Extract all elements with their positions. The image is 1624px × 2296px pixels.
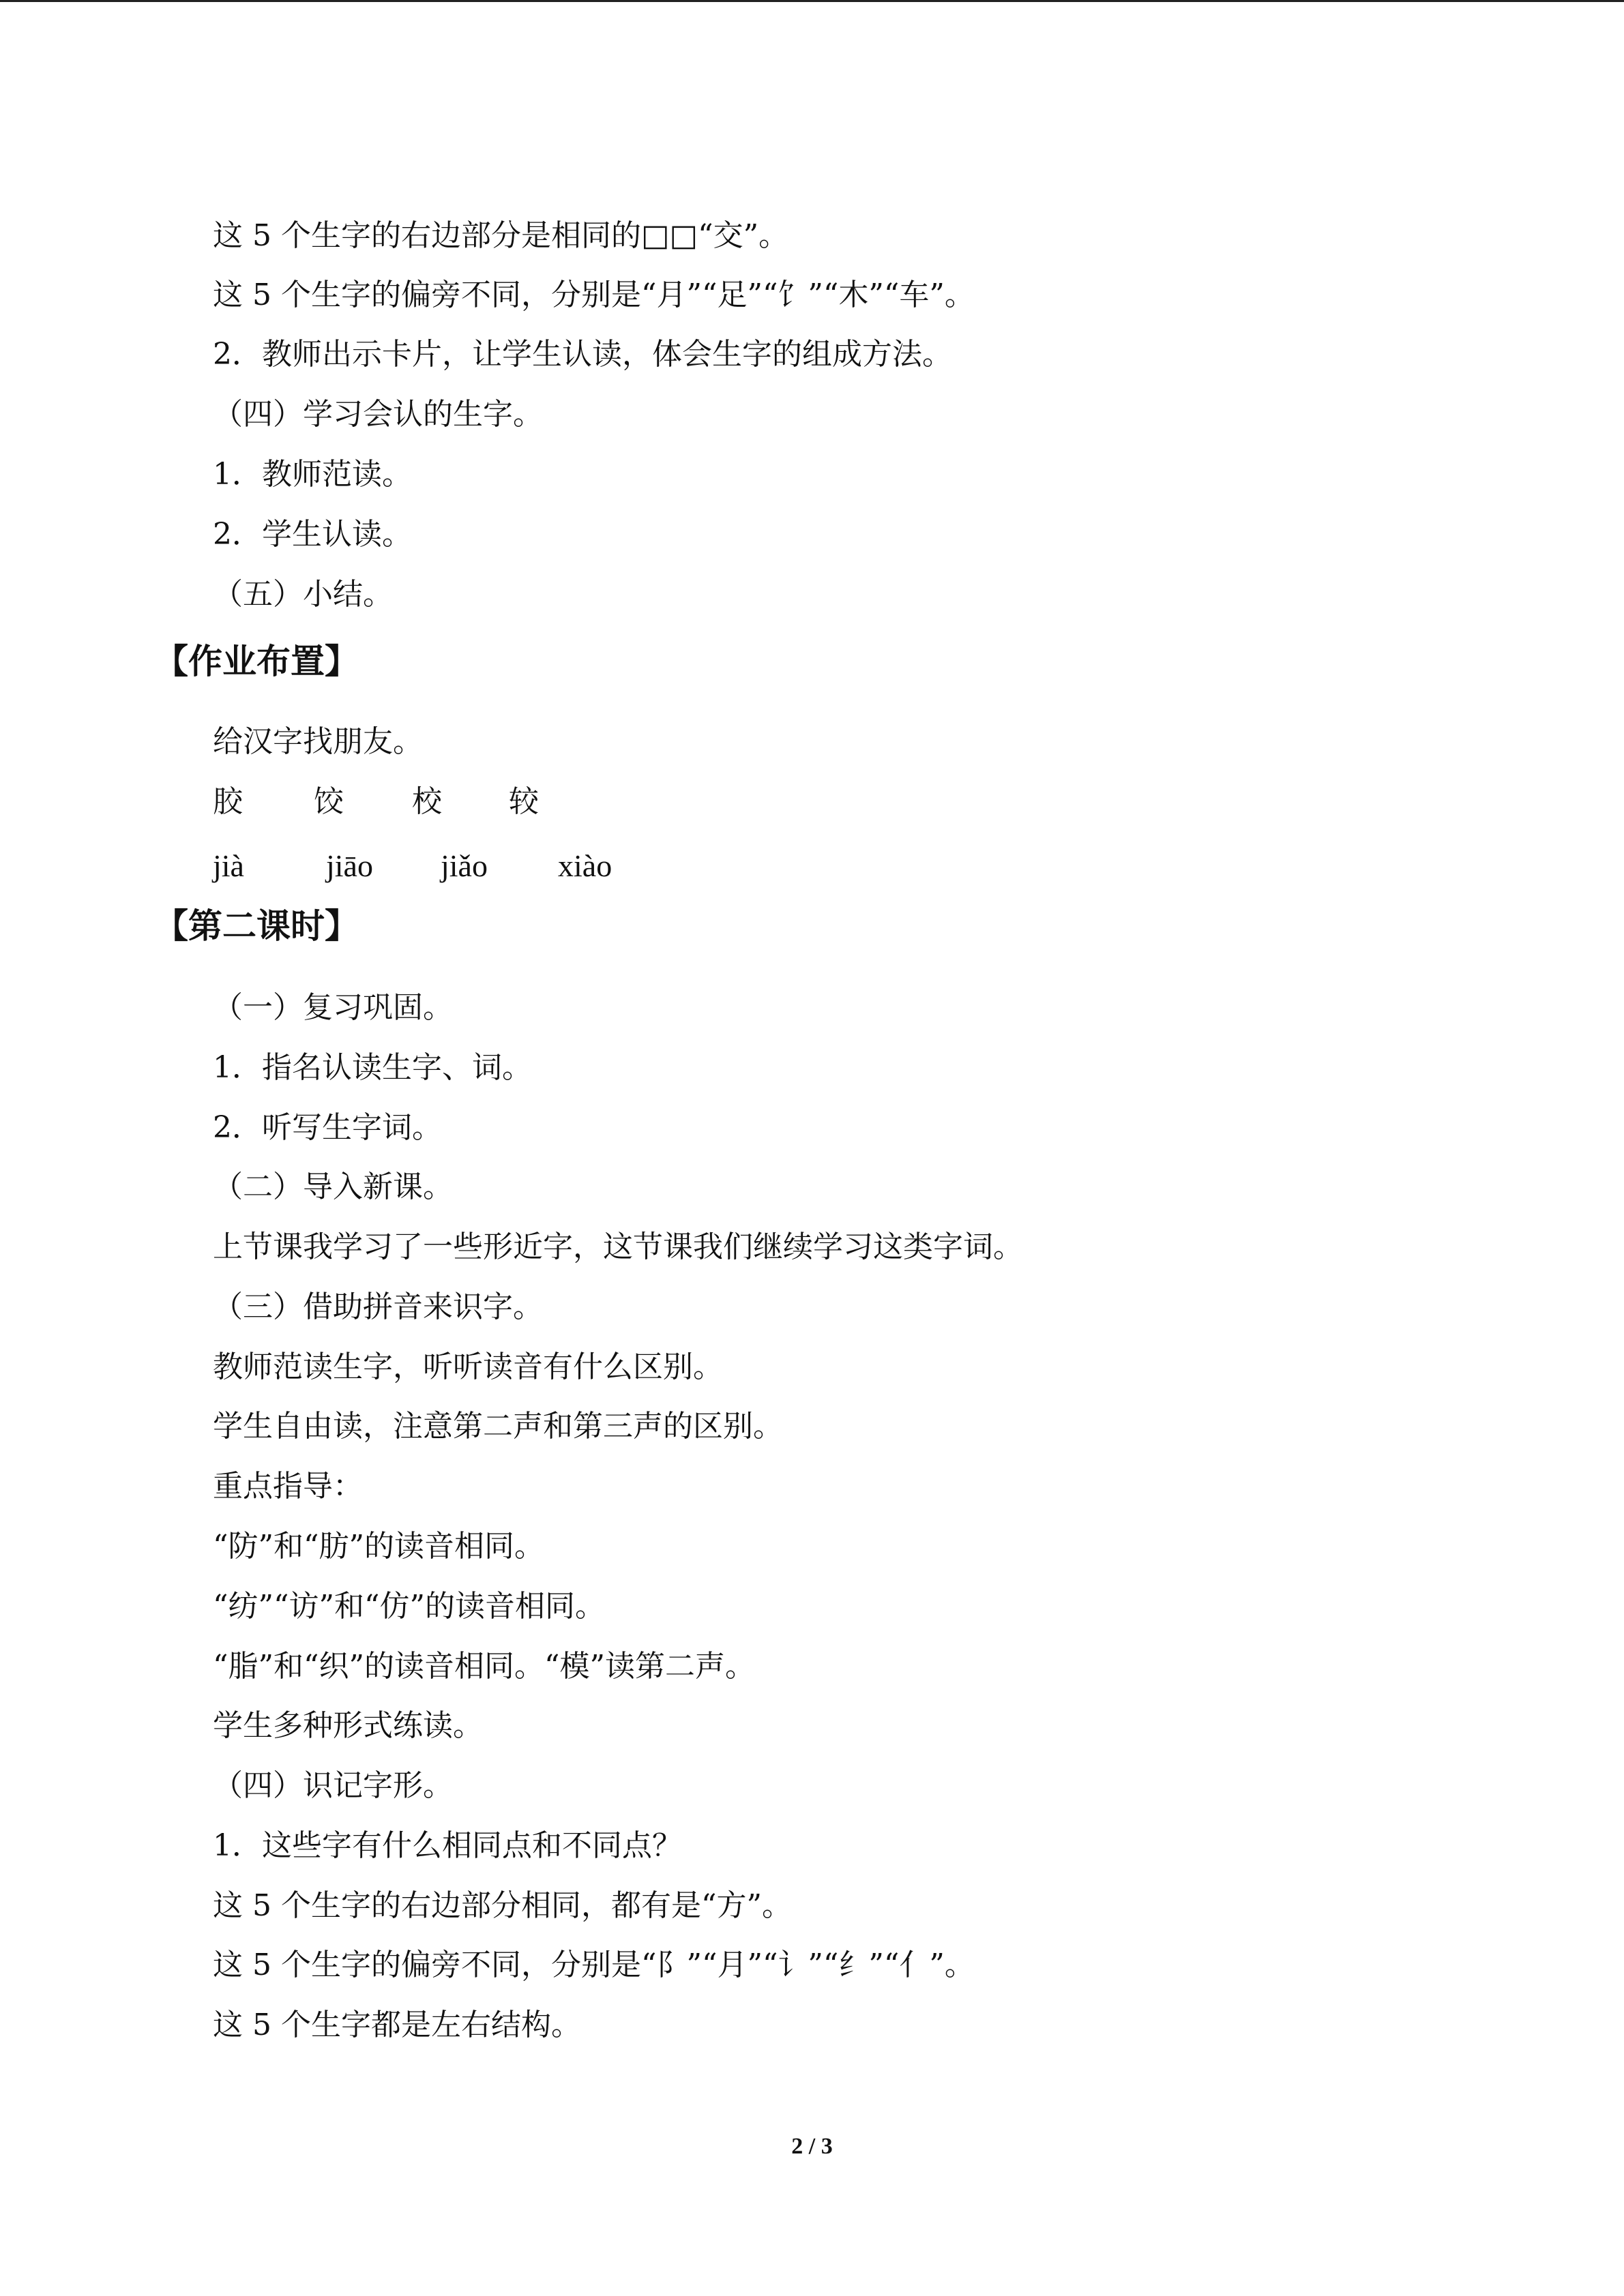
- paragraph-line: 这 5 个生字的偏旁不同，分别是“月”“足”“饣”“木”“车”。: [213, 278, 975, 312]
- homework-character: 饺: [314, 784, 344, 819]
- paragraph-line: （四）识记字形。: [213, 1768, 453, 1803]
- paragraph-line: 这 5 个生字的偏旁不同，分别是“阝”“月”“讠”“纟”“亻”。: [213, 1948, 975, 1982]
- homework-pinyin: jià: [213, 848, 244, 883]
- homework-character: 校: [412, 784, 442, 819]
- paragraph-line: 2．学生认读。: [213, 517, 412, 552]
- paragraph-line: 这 5 个生字的右边部分相同，都有是“方”。: [213, 1888, 792, 1923]
- section-heading-homework: 【作业布置】: [154, 642, 359, 681]
- paragraph-line: 1．教师范读。: [213, 457, 412, 492]
- paragraph-line: “脂”和“织”的读音相同。“模”读第二声。: [213, 1649, 755, 1684]
- homework-intro: 给汉字找朋友。: [213, 724, 423, 759]
- paragraph-line: （二）导入新课。: [213, 1169, 453, 1204]
- paragraph-line: 1．指名认读生字、词。: [213, 1050, 532, 1085]
- paragraph-line: （四）学习会认的生字。: [213, 397, 543, 432]
- paragraph-line: 重点指导：: [213, 1469, 363, 1504]
- paragraph-line: （五）小结。: [213, 577, 393, 612]
- homework-character: 较: [509, 784, 539, 819]
- page-number: 2 / 3: [791, 2134, 833, 2159]
- paragraph-line: 这 5 个生字都是左右结构。: [213, 2008, 581, 2042]
- paragraph-line: 学生自由读，注意第二声和第三声的区别。: [213, 1409, 783, 1444]
- paragraph-line: 2．教师出示卡片，让学生认读，体会生字的组成方法。: [213, 337, 952, 372]
- homework-pinyin: jiāo: [326, 848, 373, 883]
- paragraph-line: 教师范读生字，听听读音有什么区别。: [213, 1350, 723, 1384]
- paragraph-line: （一）复习巩固。: [213, 990, 453, 1025]
- homework-character: 胶: [213, 784, 243, 819]
- paragraph-line: “纺”“访”和“仿”的读音相同。: [213, 1589, 605, 1624]
- homework-pinyin: xiào: [558, 848, 612, 883]
- section-heading-second-lesson: 【第二课时】: [154, 906, 359, 946]
- paragraph-line: 1．这些字有什么相同点和不同点？: [213, 1828, 682, 1863]
- paragraph-line: 这 5 个生字的右边部分是相同的□□“交”。: [213, 218, 789, 253]
- paragraph-line: 上节课我学习了一些形近字，这节课我们继续学习这类字词。: [213, 1229, 1023, 1264]
- paragraph-line: （三）借助拼音来识字。: [213, 1289, 543, 1324]
- paragraph-line: “防”和“肪”的读音相同。: [213, 1529, 544, 1564]
- homework-pinyin: jiǎo: [441, 848, 488, 883]
- paragraph-line: 学生多种形式练读。: [213, 1708, 483, 1743]
- paragraph-line: 2．听写生字词。: [213, 1110, 442, 1145]
